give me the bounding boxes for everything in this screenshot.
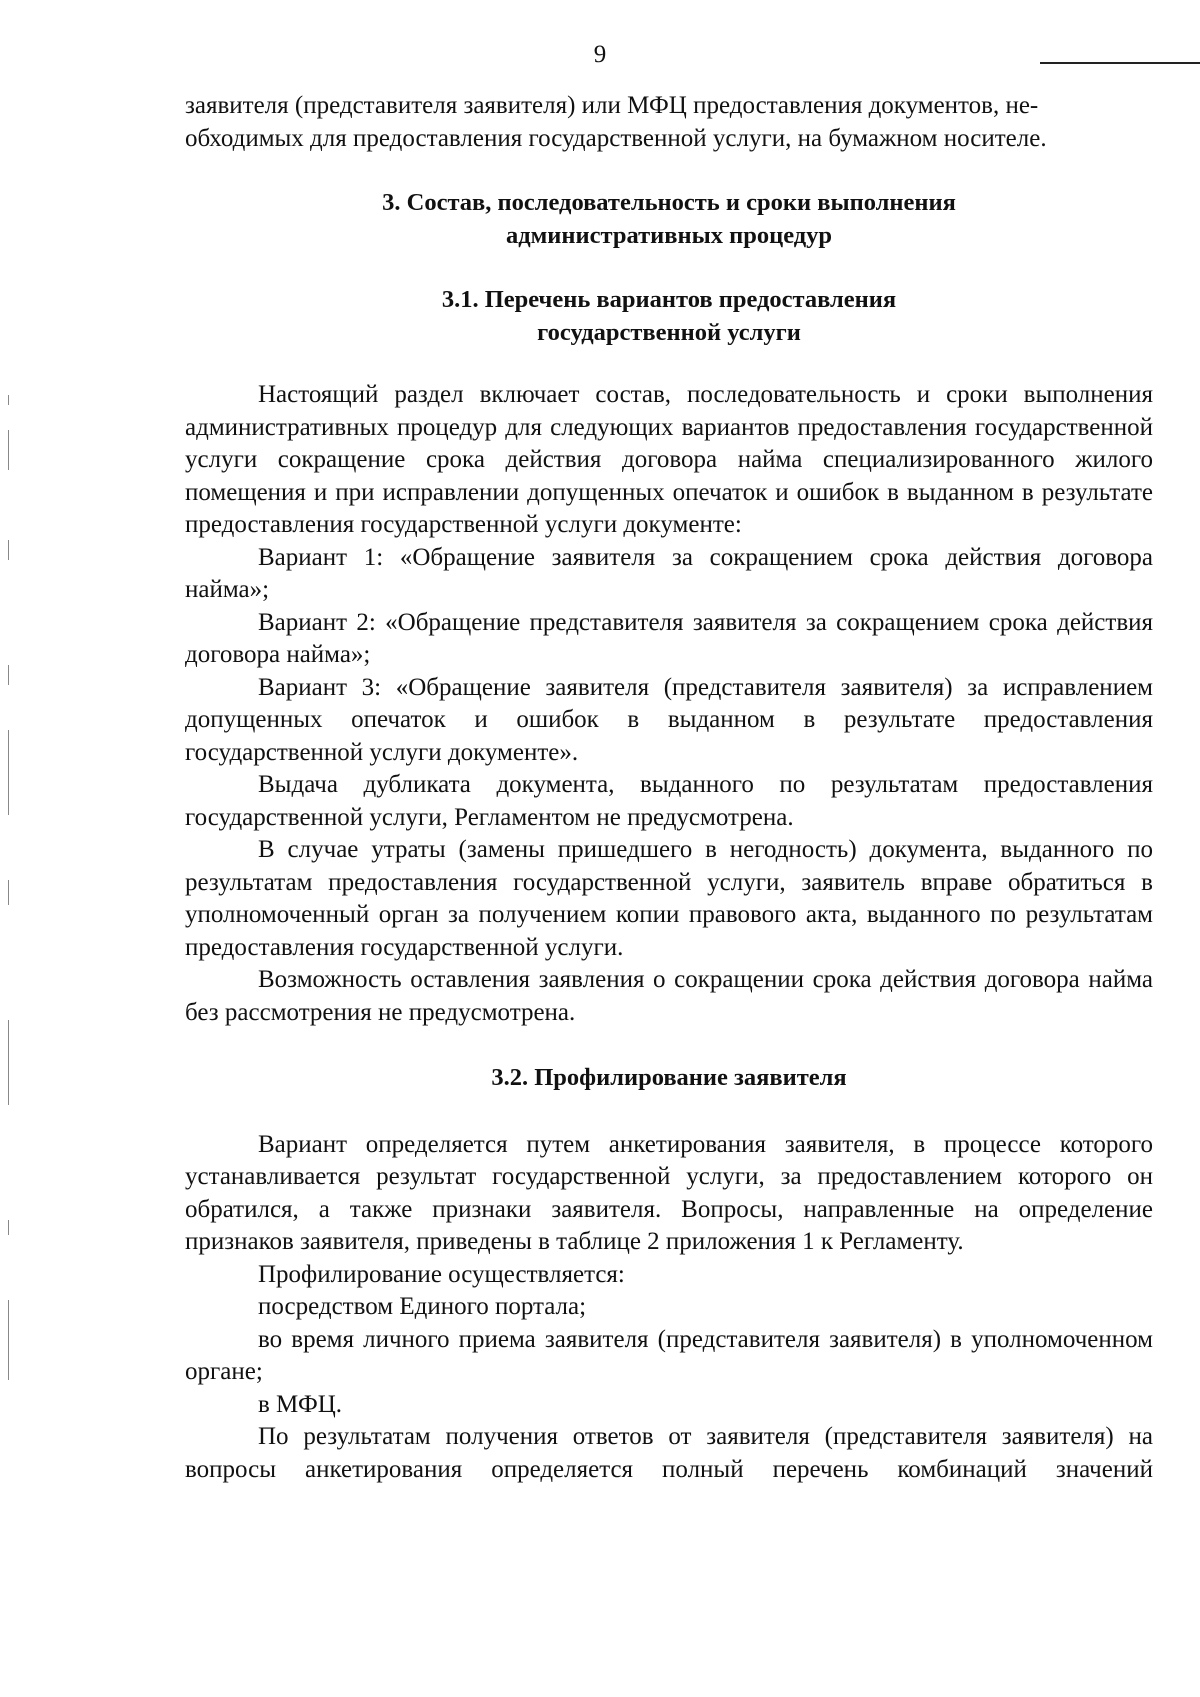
- profiling-mfc: в МФЦ.: [258, 1390, 343, 1418]
- section-3-1-title-line-1: 3.1. Перечень вариантов предоставления: [441, 286, 897, 313]
- scan-edge-marks: [0, 0, 20, 1697]
- section-3-2-heading: [185, 1062, 1153, 1095]
- section-3-heading: [185, 187, 1153, 252]
- profiling-intro: Профилирование осуществляется:: [258, 1260, 625, 1288]
- underline-rule: [1040, 62, 1200, 64]
- profiling-portal: посредством Единого портала;: [258, 1293, 587, 1320]
- document-body: [185, 90, 1153, 1486]
- variant-2-paragraph: Вариант 2: «Обращение представителя заявителя за сокращением срока действия договора найма»;: [185, 608, 1153, 668]
- profiling-personal: во время личного приема заявителя (представителя заявителя) в уполномоченном органе;: [185, 1325, 1153, 1385]
- variant-1-paragraph: Вариант 1: «Обращение заявителя за сокращением срока действия договора найма»;: [185, 543, 1153, 603]
- section-3-1-title-line-2: государственной услуги: [537, 318, 801, 346]
- intro-line-2: обходимых для предоставления государственной услуги, на бумажном носителе.: [185, 124, 1047, 152]
- section-3-2-title: 3.2. Профилирование заявителя: [491, 1064, 847, 1091]
- variant-3-paragraph: Вариант 3: «Обращение заявителя (представителя заявителя) за исправлением допущенных опечаток и ошибок в выданном в результате предоставления государственной услуги документе».: [185, 673, 1153, 766]
- intro-line-1: заявителя (представителя заявителя) или МФЦ предоставления документов, не-: [185, 92, 1039, 119]
- no-review-paragraph: Возможность оставления заявления о сокращении срока действия договора найма без рассмотрения не предусмотрена.: [185, 966, 1153, 1026]
- duplicate-paragraph: Выдача дубликата документа, выданного по результатам предоставления государственной услуги, Регламентом не предусмотрена.: [185, 771, 1153, 831]
- section-3-2-paragraph-1: Вариант определяется путем анкетирования заявителя, в процессе которого устанавливается результат государственной услуги, за предоставлением которого он обратился, а также признаки заявителя. Вопросы, направленные на определение признаков заявителя, приведены в таблице 2 приложения 1 к Регламенту.: [185, 1130, 1153, 1255]
- section-3-1-paragraph-1: Настоящий раздел включает состав, последовательность и сроки выполнения административных процедур для следующих вариантов предоставления государственной услуги сокращение срока действия договора найма специализированного жилого помещения и при исправлении допущенных опечаток и ошибок в выданном в результате предоставления государственной услуги документе:: [185, 381, 1153, 538]
- section-3-1-heading: [185, 284, 1153, 349]
- loss-paragraph: В случае утраты (замены пришедшего в негодность) документа, выданного по результатам предоставления государственной услуги, заявитель вправе обратиться в уполномоченный орган за получением копии правового акта, выданного по результатам предоставления государственной услуги.: [185, 836, 1153, 961]
- section-3-title-line-2: административных процедур: [505, 221, 833, 249]
- section-3-2-paragraph-last: По результатам получения ответов от заявителя (представителя заявителя) на вопросы анкетирования определяется полный перечень комбинаций значений: [185, 1423, 1153, 1483]
- page-number: 9: [593, 41, 607, 68]
- section-3-title-line-1: 3. Состав, последовательность и сроки выполнения: [382, 189, 956, 216]
